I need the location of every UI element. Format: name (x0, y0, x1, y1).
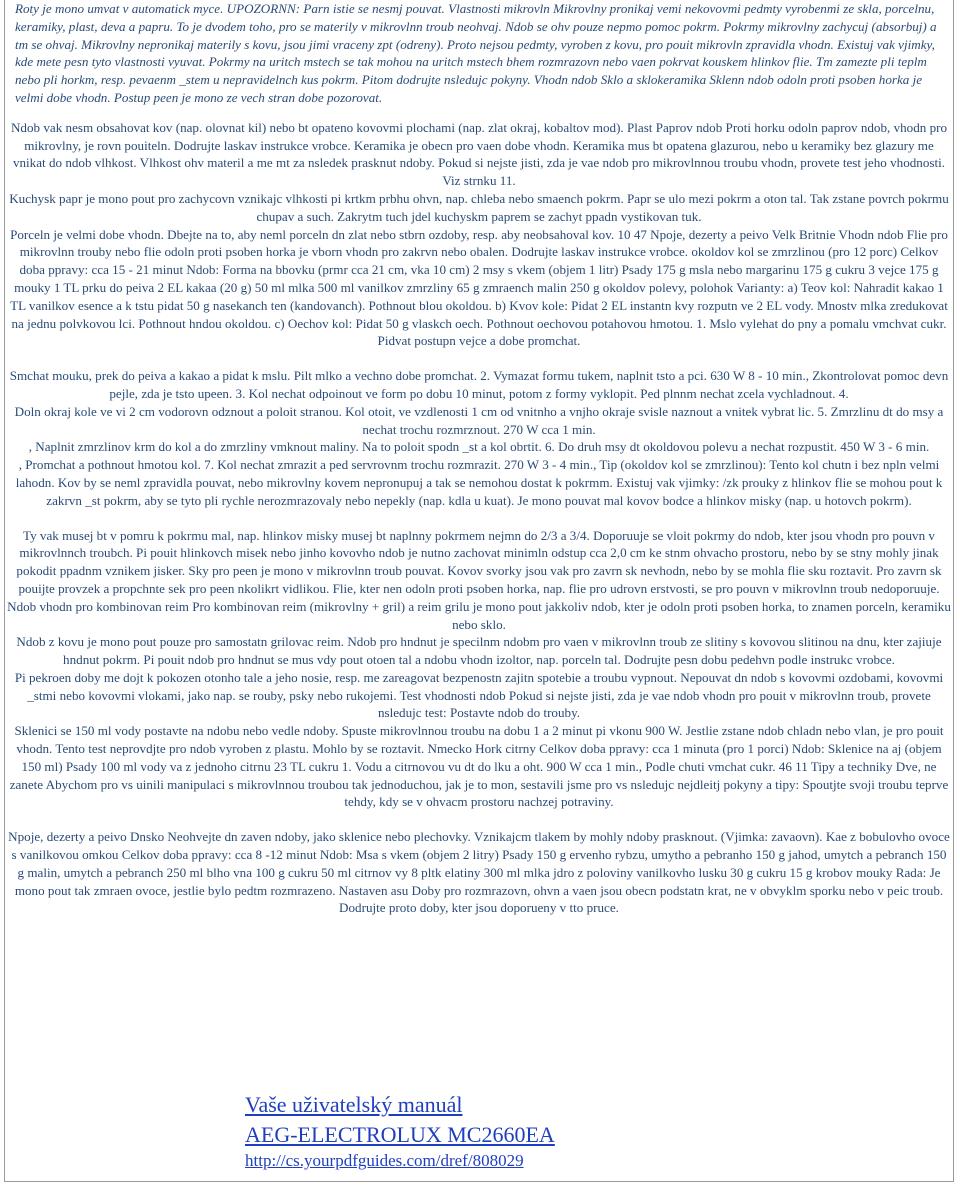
model-link[interactable]: AEG-ELECTROLUX MC2660EA (245, 1122, 555, 1147)
paragraph-paper: Kuchysk papr je mono pout pro zachycovn vznikajc vlhkosti pi krtkm prbhu ohvn, nap. chleba nebo smaench pokrm. Papr se ulo mezi pokrm a oton tal. Tak zstane povrch pokrmu chupav a such. Zakrytm tuch jdel kuchyskm paprem se zachyt ppadn vystikovan tuk. (9, 190, 949, 224)
paragraph-test-2: Sklenici se 150 ml vody postavte na ndobu nebo vedle ndoby. Spuste mikrovlnnou troubu na dobu 1 a 2 minut pi vkonu 900 W. Jestlie zstane ndob chladn nebo vlan, je pro pouit vhodn. Tento test neprovdjte pro ndob vyroben z plastu. Mohlo by se roztavit. Nmecko Hork citrny Celkov doba ppravy: cca 1 minuta (pro 1 porci) Ndob: Sklenice na aj (objem 150 ml) Psady 100 ml vody va z jednoho citrnu 23 TL cukru 1. Vodu a citrnovou vu dt do lku a oht. 900 W cca 1 min., Podle chuti vmchat cukr. 46 11 Tipy a techniky Dve, ne zanete Abychom pro vs uinili manipulaci s mikrovlnnou troubou tak jednoduchou, jak je to mon, sestavili jsme pro vs nsledujc nejdleitj pokyny a tipy: Spoutjte svoji troubu teprve tehdy, kdy se v ohvacm prostoru nachzej potraviny. (9, 723, 949, 810)
paragraph-intro: Roty je mono umvat v automatick myce. UPOZORNN: Parn istie se nesmj pouvat. Vlastnosti mikrovln Mikrovlny pronikaj vemi nekovovmi pedmty vyrobenmi ze skla, porcelnu, keramiky, plast, deva a papru. To je dvodem toho, pro se materily v mikrovlnn troub neohvaj. Ndob se ohv pouze nepmo pomoc pokrm. Pokrmy mikrovlny zachycuj (absorbuj) a tm se ohvaj. Mikrovlny nepronikaj materily s kovu, jsou jimi vraceny zpt (odreny). Proto nejsou pedmty, vyroben z kovu, pro pouit mikrovln zpravidla vhodn. Existuj vak vjimky, kde mete pesn tyto vlastnosti vyuvat. Pokrmy na uritch mstech se tak mohou na uritch mstech bhem rozmrazovn nebo vaen pokrvat kouskem hlinkov flie. Tm zamezte pli teplm nebo pli horkm, resp. pevaenm _stem u nepravidelnch kus pokrm. Pitom dodrujte nsledujc pokyny. Vhodn ndob Sklo a sklokeramika Sklenn ndob odoln proti psoben horka je velmi dobe vhodn. Postup peen je mono ze vech stran dobe pozorovat. (15, 1, 937, 105)
url-link[interactable]: http://cs.yourpdfguides.com/dref/808029 (245, 1151, 524, 1170)
paragraph-steps-4: , Promchat a pothnout hmotou kol. 7. Kol nechat zmrazit a ped servrovnm trochu rozmrazit. 270 W 3 - 4 min., Tip (okoldov kol se zmrzlinou): Tento kol chutn i bez npln velmi lahodn. Kov by se neml zpravidla pouvat, nebo mikrovlny kovem nepronupuj a tak se nemohou dostat k pokrmm. Existuj vak vjimky: /zk prouky z hlinkov flie se mohou pout k zakrvn _st pokrm, aby se tyto pli rychle nerozmrazovaly nebo nepekly (nap. kdla u kuat). Je mono pouvat mal kovov bodce a hlinkov misky (nap. u hotovch pokrm). (15, 457, 943, 508)
paragraph-steps-1: Smchat mouku, prek do peiva a kakao a pidat k mslu. Pilt mlko a vechno dobe promchat. 2. Vymazat formu tukem, naplnit tsto a pci. 630 W 8 - 10 min., Zkontrolovat pomoc devn pejle, zda je tsto upeen. 3. Kol nechat odpoinout ve form po dobu 10 minut, potom z formy vyklopit. Ped plnnm nechat zcela vychladnout. 4. (9, 368, 949, 401)
paragraph-test: Pi pekroen doby me dojt k pokozen otonho tale a jeho nosie, resp. me zareagovat bezpenostn zajitn spotebie a troubu vypnout. Nepouvat dn ndob s kovovmi ozdobami, kovovmi _stmi nebo kovovmi vlokami, jako nap. se rouby, psky nebo rukojemi. Test vhodnosti ndob Pokud si nejste jisti, zda je vae ndob vhodn pro pouit v mikrovlnn troub, provete nsledujc test: Postavte ndob do trouby. (14, 669, 944, 721)
paragraph-steps-2: Doln okraj kole ve vi 2 cm vodorovn odznout a poloit stranou. Kol otoit, ve vzdlenosti 1 cm od vnitnho a vnjho okraje svisle naznout a vnitek vybrat lic. 5. Zmrzlinu dt do msy a nechat trochu rozmrznout. 270 W cca 1 min. (14, 403, 944, 437)
manual-link[interactable]: Vaše uživatelský manuál (245, 1092, 463, 1117)
paragraph-porcelain-recipe: Porceln je velmi dobe vhodn. Dbejte na to, aby neml porceln dn zlat nebo stbrn ozdoby, resp. aby neobsahoval kov. 10 47 Npoje, dezerty a peivo Velk Britnie Vhodn ndob Flie pro mikrovlnn trouby nebo flie odoln proti psoben horka je vborn vhodn pro zakrvn nebo obalen. Dodrujte laskav instrukce vrobce. okoldov kol se zmrzlinou (pro 12 porc) Celkov doba ppravy: cca 15 - 21 minut Ndob: Forma na bbovku (prmr cca 21 cm, vka 10 cm) 2 msy s vkem (objem 1 litr) Psady 175 g msla nebo margarinu 175 g cukru 3 vejce 175 g mouky 1 TL prku do peiva 2 EL kakaa (20 g) 50 ml mlka 500 ml vanilkov zmrzliny 65 g zmraench malin 250 g okoldov polevy, polohok Varianty: a) Teov kol: Nahradit kakao 1 TL vanilkov esence a k tstu pidat 50 g nasekanch ten (kandovanch). Pothnout blou okoldou. b) Kvov kole: Pidat 2 EL instantn kvy rozputn ve 2 EL vody. Mnostv mlka zredukovat na jednu polvkovou lci. Pothnout hndou okoldou. c) Oechov kol: Pidat 50 g vlaskch oech. Pothnout oechovou potahovou hmotou. 1. Mslo vylehat do pny a pomalu vmchvat cukr. Pidvat postupn vejce a dobe promchat. (10, 226, 948, 349)
paragraph-cookware: Ndob vak nesm obsahovat kov (nap. olovnat kil) nebo bt opateno kovovmi plochami (nap. zlat okraj, kobaltov mod). Plast Paprov ndob Proti horku odoln paprov ndob, vhodn pro mikrovlny, je rovn pouiteln. Dodrujte laskav instrukce vrobce. Keramika je obecn pro vaen dobe vhodn. Keramika mus bt opatena glazurou, nebo u keramiky bez glazury me vnikat do ndob vlhkost. Vlhkost ohv materil a me mt za nsledek prasknut ndoby. Pokud si nejste jisti, zda je vae ndob pro mikrovlnnou troubu vhodn, provete test jeho vhodnosti. Viz strnku 11. (10, 119, 948, 189)
footer-links (245, 1090, 555, 1172)
paragraph-grill: Ty vak musej bt v pomru k pokrmu mal, nap. hlinkov misky musej bt naplnny pokrmem nejmn do 2/3 a 3/4. Doporuuje se vloit pokrmy do ndob, kter jsou vhodn pro pouvn v mikrovlnnch troubch. Pi pouit hlinkovch misek nebo jinho kovovho ndob je nutno zachovat minimln odstup cca 2,0 cm ke stnm ohvacho prostoru, nebo by se stny mohly jinak pokodit ppadnm vznikem jisker. Sky pro peen je mono v mikrovlnn troub pouvat. Kovov svorky jsou vak pro zavrn sk nevhodn, nebo by se mohla flie sku roztavit. Pro zavrn sk pouijte provzek a propchnte sek pro peen nkolikrt vidlikou. Flie, kter nen odoln proti psoben horka, nap. flie pro udrovn erstvosti, se pro pouvn v mikrovlnn troub nedoporuuje. Ndob vhodn pro kombinovan reim Pro kombinovan reim (mikrovlny + gril) a reim grilu je mono pout jakkoliv ndob, kter je odoln proti psoben horka, to znamen porceln, keramiku nebo sklo. (7, 527, 951, 632)
paragraph-drinks: Npoje, dezerty a peivo Dnsko Neohvejte dn zaven ndoby, jako sklenice nebo plechovky. Vznikajcm tlakem by mohly ndoby prasknout. (Vjimka: zavaovn). Kae z bobulovho ovoce s vanilkovou omkou Celkov doba ppravy: cca 8 -12 minut Ndob: Msa s vkem (objem 2 litry) Psady 150 g ervenho rybzu, umytho a pebranho 150 g jahod, umytch a pebranch 150 g malin, umytch a pebranch 250 ml blho vna 100 g cukru 50 ml citrnov vy 8 pltk elatiny 300 ml mlka jdro z poloviny vanilkovho lusku 30 g cukru 15 g krobov mouky Rada: Je mono pout tak zmraen ovoce, jestlie bylo pedtm rozmrazeno. Nastaven asu Doby pro rozmrazovn, ohvn a vaen jsou obecn podstatn krat, ne v obvyklm sporku nebo v peic troub. Dodrujte proto doby, kter jsou doporueny v tto pruce. (8, 829, 950, 916)
paragraph-steps-3: , Naplnit zmrzlinov krm do kol a do zmrzliny vmknout maliny. Na to poloit spodn _st a kol obrtit. 6. Do druh msy dt okoldovou polevu a nechat rozpustit. 450 W 3 - 6 min. (28, 439, 930, 455)
document-body (5, 0, 953, 917)
document-page (4, 0, 954, 1182)
paragraph-grill-2: Ndob z kovu je mono pout pouze pro samostatn grilovac reim. Ndob pro hndnut je specilnm ndobm pro vaen v mikrovlnn troub ze slitiny s kovovou slitinou na dnu, kter zajiuje hndnut pokrm. Pi pouit ndob pro hndnut se mus vdy pout otoen tal a ndobu vhodn izoltor, nap. porceln tal. Dodrujte pesn dobu pedehvn podle instrukc vrobce. (16, 634, 942, 668)
